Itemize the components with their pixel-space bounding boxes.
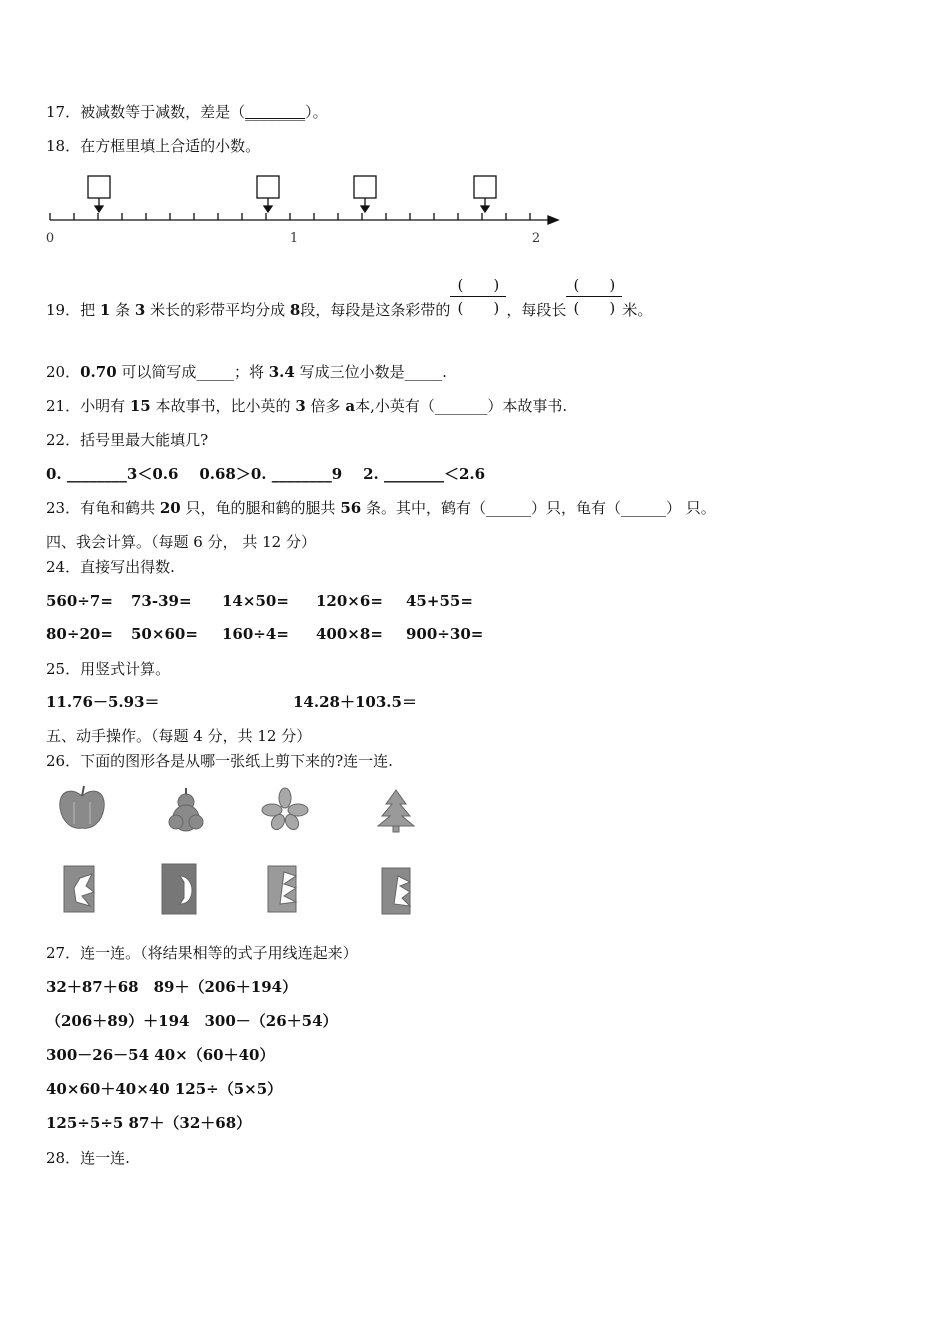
q17: [46, 102, 328, 122]
q27-expr-pair[interactable]: （206＋89）＋194 300－（26＋54）: [46, 1012, 338, 1030]
q25-items: [46, 692, 417, 712]
q19-fraction-1-denominator[interactable]: ( ): [457, 298, 500, 317]
paper-piece-3-icon[interactable]: [268, 866, 296, 912]
q27-expr-pair[interactable]: 40×60＋40×40 125÷（5×5）: [46, 1080, 283, 1098]
q21-mid3: 本,小英有（: [355, 397, 435, 415]
q24-row-2: [46, 624, 483, 644]
q27-expr-pair[interactable]: 32＋87＋68 89＋（206＋194）: [46, 978, 298, 996]
q19-mid4: ，每段长: [506, 301, 567, 319]
q19-pre: 19．把: [46, 301, 96, 319]
answer-box-3: [354, 176, 376, 212]
tick-label-0: 0: [45, 231, 55, 246]
q21-pre: 21．小明有: [46, 397, 126, 415]
paper-pieces: [40, 858, 440, 928]
q20-mid3: 写成三位小数是: [299, 363, 405, 381]
q19-n3: 8: [289, 301, 301, 319]
answer-box-2: [257, 176, 279, 212]
q25-text: 25．用竖式计算。: [46, 660, 171, 678]
q19-fraction-2[interactable]: [566, 275, 622, 318]
q19-fraction-1[interactable]: [450, 275, 506, 318]
q20-blank-1[interactable]: _____: [196, 363, 234, 381]
q17-blank[interactable]: ________: [245, 103, 306, 121]
q27-row-3[interactable]: [46, 1045, 274, 1065]
q25-expr: 11.76－5.93＝: [46, 693, 160, 711]
q22-item-2[interactable]: 0.68＞0. ________9: [199, 465, 343, 483]
q23-mid1: 只，龟的腿和鹤的腿共: [185, 499, 336, 517]
q22: [46, 430, 208, 450]
q23-blank-2[interactable]: ______: [621, 499, 667, 517]
q27-row-4[interactable]: [46, 1079, 282, 1099]
q27-row-1[interactable]: [46, 977, 297, 997]
apple-shape-icon[interactable]: [60, 786, 104, 828]
q21-end: ）本故事书.: [487, 397, 568, 415]
q19: [46, 276, 652, 320]
paper-piece-1-icon[interactable]: [64, 866, 94, 912]
q24-expr: 160÷4=: [222, 625, 289, 643]
q20-mid: 可以简写成: [121, 363, 197, 381]
q27-text: 27．连一连。（将结果相等的式子用线连起来）: [46, 944, 358, 962]
q24-expr: 45+55=: [406, 592, 473, 610]
q20: [46, 362, 447, 382]
q17-end: ）。: [305, 103, 328, 121]
tick-label-1: 1: [289, 231, 299, 246]
gourd-shape-icon[interactable]: [169, 788, 203, 831]
q27-row-2[interactable]: [46, 1011, 338, 1031]
q20-end: .: [442, 363, 447, 381]
q23-mid3: ）只，龟有（: [531, 499, 622, 517]
paper-piece-4-icon[interactable]: [382, 868, 410, 914]
q24-expr: 50×60=: [131, 625, 198, 643]
fraction-bar: [566, 296, 622, 297]
q20-mid2: ；将: [233, 363, 264, 381]
section-4-heading: [46, 532, 316, 552]
q24-expr: 400×8=: [316, 625, 383, 643]
flower-shape-icon[interactable]: [262, 788, 308, 832]
answer-box-1: [88, 176, 110, 212]
q23-n1: 20: [159, 499, 181, 517]
q27-row-5[interactable]: [46, 1113, 251, 1133]
q23-pre: 23．有龟和鹤共: [46, 499, 156, 517]
q25: [46, 659, 170, 679]
q20-blank-2[interactable]: _____: [404, 363, 443, 381]
q27-expr-pair[interactable]: 125÷5÷5 87＋（32＋68）: [46, 1114, 252, 1132]
tick-label-2: 2: [531, 231, 541, 246]
section-5-text: 五、动手操作。（每题 4 分，共 12 分）: [46, 727, 312, 745]
number-line: [40, 168, 570, 253]
q20-n1: 0.70: [80, 363, 117, 381]
q26: [46, 751, 393, 771]
q24-text: 24．直接写出得数.: [46, 558, 175, 576]
number-line-arrow: [548, 216, 558, 224]
q19-mid3: 段，每段是这条彩带的: [300, 301, 451, 319]
q22-item-3[interactable]: 2. ________＜2.6: [363, 465, 486, 483]
q26-text: 26．下面的图形各是从哪一张纸上剪下来的?连一连.: [46, 752, 393, 770]
q18-text: 18．在方框里填上合适的小数。: [46, 137, 261, 155]
q24-expr: 560÷7=: [46, 592, 113, 610]
q19-mid2: 米长的彩带平均分成: [150, 301, 286, 319]
q24-expr: 14×50=: [222, 592, 289, 610]
q19-fraction-2-denominator[interactable]: ( ): [573, 298, 616, 317]
q24-row-1: [46, 591, 473, 611]
number-line-ticks: [50, 213, 530, 220]
paper-piece-2-icon[interactable]: [162, 864, 196, 914]
cut-shapes: [40, 780, 440, 840]
q21-mid1: 本故事书，比小英的: [155, 397, 291, 415]
q28: [46, 1148, 130, 1168]
q21-mid2: 倍多: [310, 397, 341, 415]
q23-end: ） 只。: [666, 499, 716, 517]
q21-n3: a: [345, 397, 356, 415]
q19-fraction-1-numerator[interactable]: ( ): [457, 275, 500, 294]
q19-n1: 1: [99, 301, 111, 319]
q17-text: 17．被减数等于减数，差是（: [46, 103, 246, 121]
q23-mid2: 条。其中，鹤有（: [365, 499, 486, 517]
q23-blank-1[interactable]: ______: [486, 499, 531, 517]
q19-n2: 3: [134, 301, 146, 319]
q18: [46, 136, 260, 156]
q19-mid1: 条: [115, 301, 131, 319]
fraction-bar: [450, 296, 506, 297]
answer-box-4: [474, 176, 496, 212]
q24-expr: 120×6=: [316, 592, 383, 610]
q27: [46, 943, 358, 963]
q23-n2: 56: [340, 499, 362, 517]
q27-expr-pair[interactable]: 300－26－54 40×（60＋40）: [46, 1046, 275, 1064]
q24: [46, 557, 175, 577]
q20-pre: 20．: [46, 363, 81, 381]
q22-items: [46, 464, 485, 484]
section-4-text: 四、我会计算。（每题 6 分， 共 12 分）: [46, 533, 316, 551]
q20-n2: 3.4: [268, 363, 295, 381]
q28-text: 28．连一连.: [46, 1149, 130, 1167]
q24-expr: 80÷20=: [46, 625, 113, 643]
q19-fraction-2-numerator[interactable]: ( ): [573, 275, 616, 294]
q21: [46, 396, 567, 416]
q24-expr: 900÷30=: [406, 625, 484, 643]
q21-n2: 3: [295, 397, 306, 415]
q24-expr: 73-39=: [131, 592, 192, 610]
q19-end: 米。: [622, 301, 653, 319]
q21-blank[interactable]: _______: [434, 397, 488, 415]
q25-expr: 14.28＋103.5＝: [293, 693, 417, 711]
q22-item-1[interactable]: 0. ________3＜0.6: [46, 465, 179, 483]
q21-n1: 15: [129, 397, 151, 415]
section-5-heading: [46, 726, 311, 746]
q22-text: 22．括号里最大能填几?: [46, 431, 209, 449]
q23: [46, 498, 716, 518]
tree-shape-icon[interactable]: [378, 790, 414, 832]
